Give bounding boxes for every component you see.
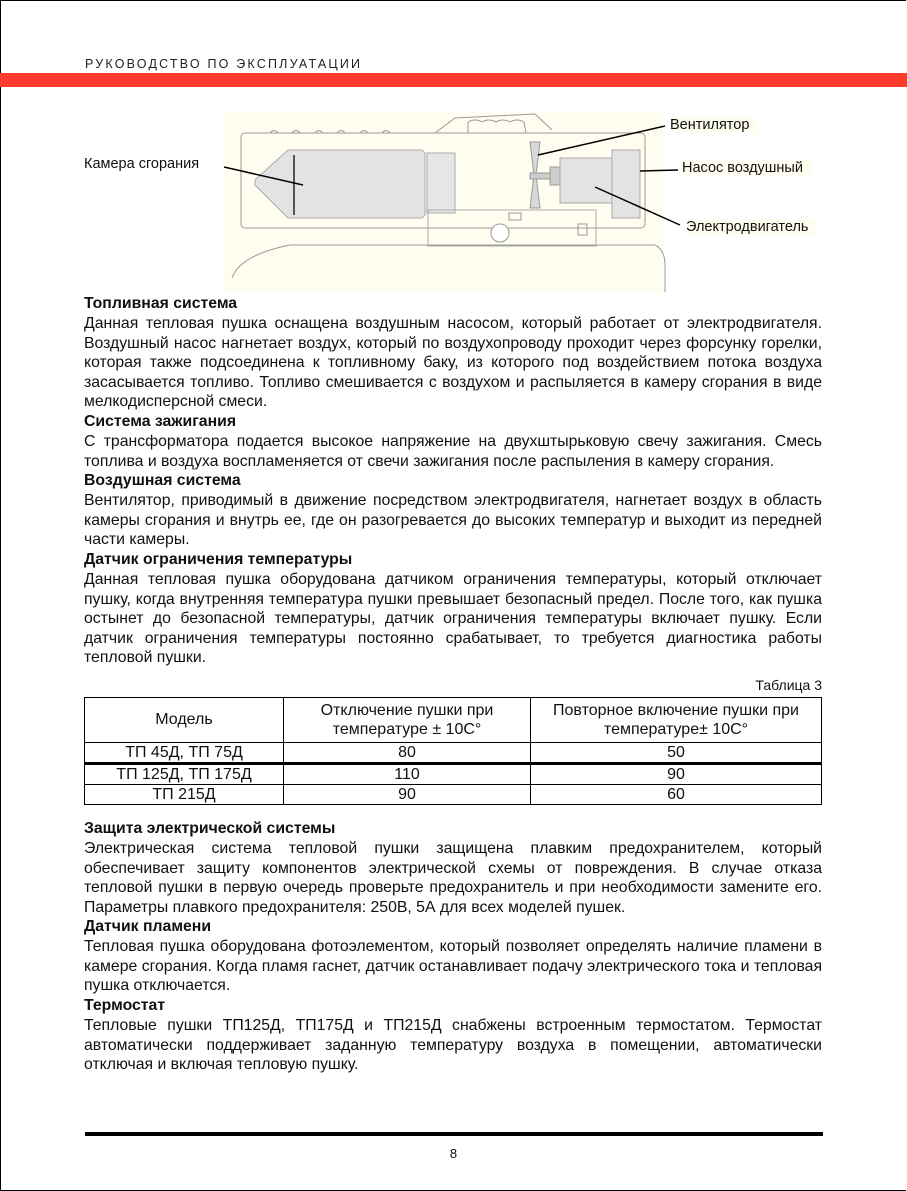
label-fan: Вентилятор bbox=[670, 117, 757, 133]
table-row bbox=[85, 742, 822, 763]
label-combustion-chamber: Камера сгорания bbox=[84, 156, 200, 172]
label-air-pump: Насос воздушный bbox=[682, 160, 811, 176]
section-title: Система зажигания bbox=[84, 412, 237, 430]
section-electrical-protection bbox=[84, 819, 822, 917]
section-title: Датчик ограничения температуры bbox=[84, 550, 353, 568]
table-cell-shutoff: 80 bbox=[284, 742, 531, 763]
section-title: Датчик пламени bbox=[84, 918, 212, 936]
section-title: Топливная система bbox=[84, 295, 238, 312]
table-row bbox=[85, 763, 822, 784]
section-temperature-sensor bbox=[84, 550, 822, 668]
table-header-shutoff: Отключение пушки при температуре ± 10С° bbox=[284, 697, 531, 742]
document-body bbox=[84, 294, 822, 1075]
motor-coupling bbox=[550, 167, 560, 185]
spacer bbox=[84, 805, 822, 819]
section-text: Вентилятор, приводимый в движение посредством электродвигателя, нагнетает воздух в область камеры сгорания и внутрь ее, где он разогревается до высоких температур и выходит из передней части камеры. bbox=[84, 492, 822, 549]
section-flame-sensor bbox=[84, 917, 822, 996]
footer-rule bbox=[85, 1132, 823, 1136]
temperature-table bbox=[84, 697, 822, 805]
label-motor: Электродвигатель bbox=[686, 219, 816, 235]
table-row bbox=[85, 784, 822, 804]
nozzle-block bbox=[427, 153, 455, 213]
table-cell-model: ТП 45Д, ТП 75Д bbox=[85, 742, 284, 763]
table-cell-shutoff: 110 bbox=[284, 763, 531, 784]
combustion-chamber-shape bbox=[255, 150, 425, 218]
control-knob bbox=[491, 224, 509, 242]
section-text: Тепловая пушка оборудована фотоэлементом, который позволяет определять наличие пламени в камере сгорания. Когда пламя гаснет, датчик останавливает подачу электрического тока и тепловая пушка отключается. bbox=[84, 938, 822, 995]
page-number: 8 bbox=[449, 1146, 458, 1161]
section-text: С трансформатора подается высокое напряжение на двухштырьковую свечу зажигания. Смесь топлива и воздуха воспламеняется от свечи зажигания после распыления в камеру сгорания. bbox=[84, 432, 822, 470]
manual-header-title: РУКОВОДСТВО ПО ЭКСПЛУАТАЦИИ bbox=[85, 57, 363, 71]
table-cell-model: ТП 215Д bbox=[85, 784, 284, 804]
table-caption: Таблица 3 bbox=[755, 676, 822, 693]
header-accent-bar bbox=[0, 73, 907, 87]
table-cell-shutoff: 90 bbox=[284, 784, 531, 804]
section-text: Электрическая система тепловой пушки защищена плавким предохранителем, который обеспечивает защиту компонентов электрической схемы от повреждения. В случае отказа тепловой пушки в первую очередь проверьте предохранитель и при необходимости замените его. Параметры плавкого предохранителя: 250В, 5А для всех моделей пушек. bbox=[84, 839, 822, 916]
table-cell-restart: 50 bbox=[531, 742, 822, 763]
section-ignition-system bbox=[84, 412, 822, 471]
table-header-restart: Повторное включение пушки при температуре± 10С° bbox=[531, 697, 822, 742]
motor-shape bbox=[560, 158, 615, 203]
heater-diagram bbox=[0, 100, 907, 292]
table-cell-restart: 60 bbox=[531, 784, 822, 804]
leader-pump bbox=[640, 170, 678, 171]
section-fuel-system bbox=[84, 294, 822, 412]
section-title: Защита электрической системы bbox=[84, 819, 336, 837]
table-cell-model: ТП 125Д, ТП 175Д bbox=[85, 763, 284, 784]
section-title: Воздушная система bbox=[84, 472, 241, 490]
section-text: Тепловые пушки ТП125Д, ТП175Д и ТП215Д снабжены встроенным термостатом. Термостат автоматически поддерживает заданную температуру воздуха в помещении, автоматически отключая и включая тепловую пушку. bbox=[84, 1017, 822, 1074]
heater-schematic bbox=[0, 100, 907, 292]
table-cell-restart: 90 bbox=[531, 763, 822, 784]
section-text: Данная тепловая пушка оснащена воздушным насосом, который работает от электродвигателя. Воздушный насос нагнетает воздух, который по воздухопроводу проходит через форсунку горелки, которая также подсоединена к топливному баку, из которого под воздействием потока воздуха засасывается топливо. Топливо смешивается с воздухом и распыляется в камеру сгорания в виде мелкодисперсной смеси. bbox=[84, 315, 822, 411]
table-header-model: Модель bbox=[85, 697, 284, 742]
table-header-row bbox=[85, 697, 822, 742]
air-pump-shape bbox=[612, 150, 640, 218]
section-air-system bbox=[84, 471, 822, 550]
section-title: Термостат bbox=[84, 997, 166, 1015]
section-text: Данная тепловая пушка оборудована датчиком ограничения температуры, который отключает пушку, когда внутренняя температура пушки превышает безопасный предел. После того, как пушка остынет до безопасной температуры, датчик ограничения температуры включает пушку. Если датчик ограничения температуры постоянно срабатывает, то требуется диагностика работы тепловой пушки. bbox=[84, 570, 822, 667]
section-thermostat bbox=[84, 996, 822, 1075]
